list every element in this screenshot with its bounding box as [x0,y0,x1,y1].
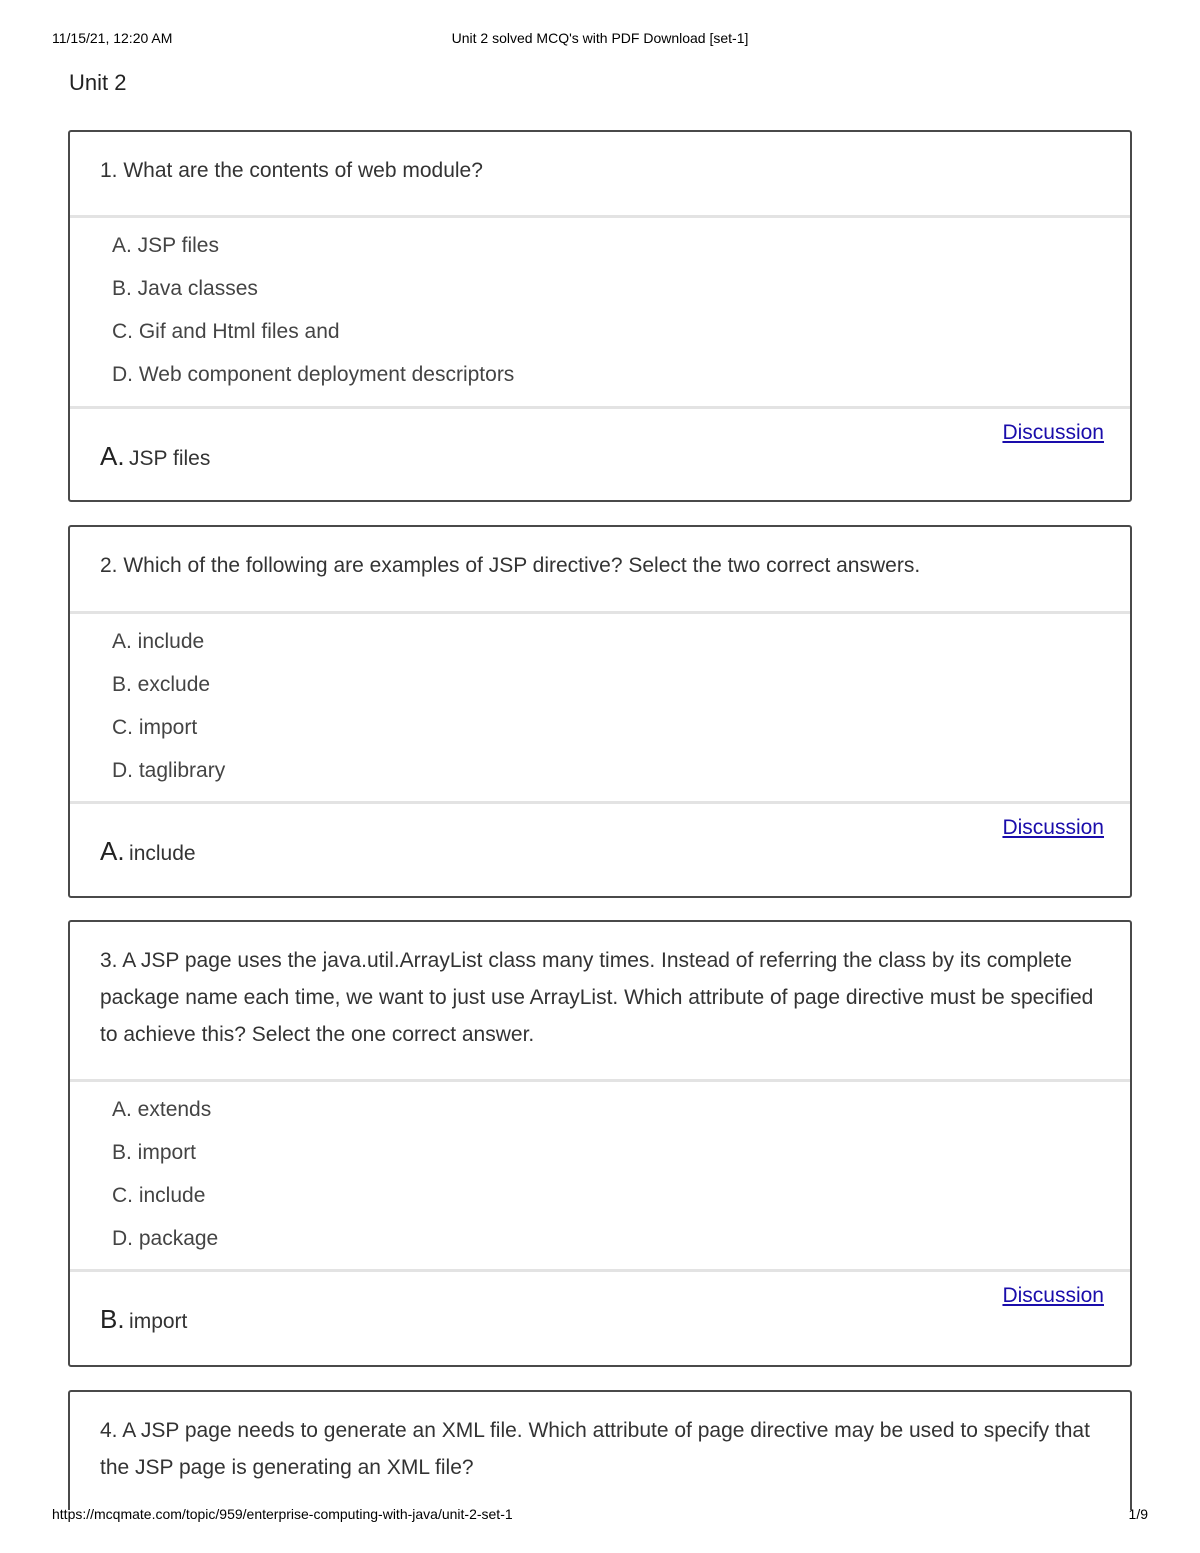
answer-text: include [129,842,196,865]
question-card [68,130,1132,502]
option-item[interactable]: C. include [112,1184,206,1207]
option-item[interactable]: D. package [112,1227,219,1250]
discussion-link[interactable]: Discussion [1002,421,1104,444]
answer-section [70,1272,1130,1363]
question-card [68,1390,1132,1510]
question-text: 1. What are the contents of web module? [100,159,483,182]
option-item[interactable]: C. Gif and Html files and [112,320,340,343]
option-item[interactable]: B. import [112,1141,197,1164]
option-item[interactable]: B. Java classes [112,277,258,300]
discussion-link[interactable]: Discussion [1002,1284,1104,1307]
answer-line [100,836,196,867]
answer-letter: B. [100,1304,125,1334]
option-item[interactable]: B. exclude [112,673,211,696]
answer-section [70,804,1130,895]
answer-text: import [129,1310,188,1333]
print-url: https://mcqmate.com/topic/959/enterprise-computing-with-java/unit-2-set-1 [52,1506,513,1522]
question-text: 3. A JSP page uses the java.util.ArrayList class many times. Instead of referring the class by its complete package name each time, we want to just use ArrayList. Which attribute of page directive must be specified to achieve this? Select the one correct answer. [100,949,1094,1046]
answer-line [100,441,210,472]
option-item[interactable]: D. Web component deployment descriptors [112,363,515,386]
option-item[interactable]: C. import [112,716,198,739]
options-list [70,614,1130,801]
question-text: 4. A JSP page needs to generate an XML file. Which attribute of page directive may be used to specify that the JSP page is generating an XML file? [100,1419,1090,1479]
print-datetime: 11/15/21, 12:20 AM [52,30,173,46]
answer-letter: A. [100,836,125,866]
print-doc-title: Unit 2 solved MCQ's with PDF Download [set-1] [451,30,749,46]
page-title: Unit 2 [69,70,127,95]
options-list [70,1082,1130,1269]
page-number: 1/9 [1128,1506,1148,1522]
answer-letter: A. [100,441,125,471]
answer-line [100,1304,187,1335]
question-text: 2. Which of the following are examples of JSP directive? Select the two correct answers. [100,554,921,577]
option-item[interactable]: A. extends [112,1098,212,1121]
option-item[interactable]: D. taglibrary [112,759,226,782]
question-card [68,525,1132,898]
options-list [70,218,1130,406]
question-card [68,920,1132,1367]
answer-section [70,409,1130,499]
option-item[interactable]: A. JSP files [112,234,219,257]
option-item[interactable]: A. include [112,630,205,653]
discussion-link[interactable]: Discussion [1002,816,1104,839]
answer-text: JSP files [129,447,211,470]
